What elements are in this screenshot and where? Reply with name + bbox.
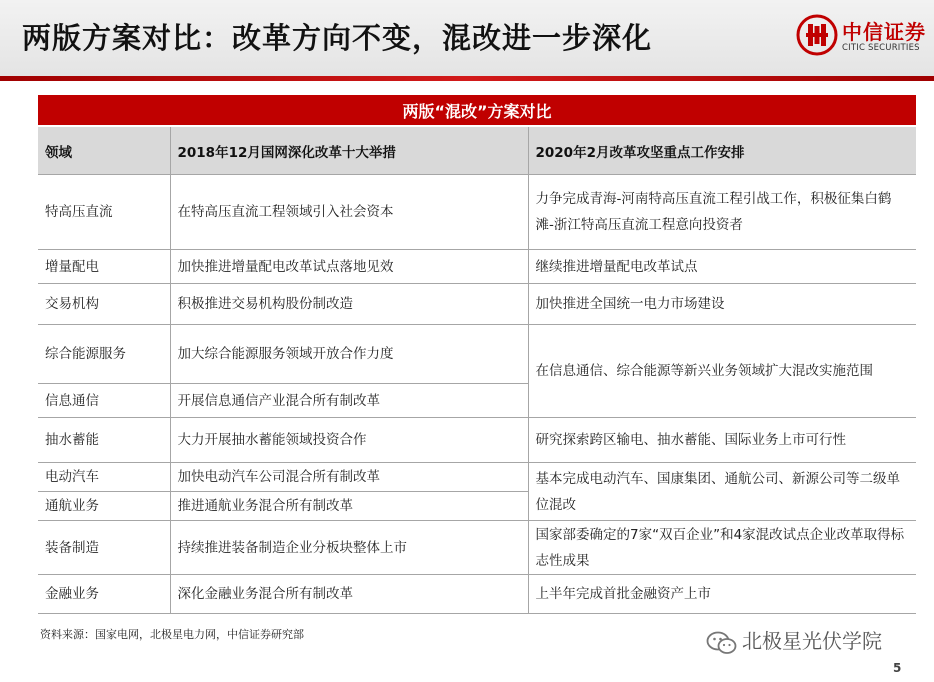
table-row xyxy=(38,521,916,575)
cell-2020-merged: 基本完成电动汽车、国康集团、通航公司、新源公司等二级单位混改 xyxy=(528,463,916,521)
citic-logo xyxy=(796,12,926,62)
table-title-row xyxy=(38,95,916,126)
page-title: 两版方案对比：改革方向不变，混改进一步深化 xyxy=(22,21,653,55)
page-number: 5 xyxy=(893,661,902,675)
table-row xyxy=(38,575,916,614)
column-header-2018: 2018年12月国网深化改革十大举措 xyxy=(170,126,528,175)
comparison-table xyxy=(38,95,916,614)
cell-2018: 加大综合能源服务领域开放合作力度 xyxy=(170,325,528,384)
cell-2018: 推进通航业务混合所有制改革 xyxy=(170,492,528,521)
cell-2020: 国家部委确定的7家“双百企业”和4家混改试点企业改革取得标志性成果 xyxy=(528,521,916,575)
logo-english-name: CITIC SECURITIES xyxy=(842,43,920,53)
cell-field: 交易机构 xyxy=(38,284,170,325)
cell-2018: 深化金融业务混合所有制改革 xyxy=(170,575,528,614)
cell-field: 特高压直流 xyxy=(38,175,170,250)
table-row xyxy=(38,463,916,492)
cell-2018: 加快电动汽车公司混合所有制改革 xyxy=(170,463,528,492)
table-header-row xyxy=(38,126,916,175)
table-row xyxy=(38,418,916,463)
cell-2018: 积极推进交易机构股份制改造 xyxy=(170,284,528,325)
table-row xyxy=(38,250,916,284)
column-header-field: 领域 xyxy=(38,126,170,175)
cell-2020: 继续推进增量配电改革试点 xyxy=(528,250,916,284)
table-title: 两版“混改”方案对比 xyxy=(38,95,916,126)
cell-field: 金融业务 xyxy=(38,575,170,614)
cell-field: 信息通信 xyxy=(38,384,170,418)
wechat-watermark xyxy=(706,624,882,658)
cell-2020: 上半年完成首批金融资产上市 xyxy=(528,575,916,614)
wechat-icon xyxy=(706,630,738,656)
cell-field: 增量配电 xyxy=(38,250,170,284)
source-note: 资料来源：国家电网，北极星电力网，中信证券研究部 xyxy=(40,628,304,641)
watermark-text: 北极星光伏学院 xyxy=(742,629,882,653)
cell-field: 综合能源服务 xyxy=(38,325,170,384)
cell-2018: 加快推进增量配电改革试点落地见效 xyxy=(170,250,528,284)
column-header-2020: 2020年2月改革攻坚重点工作安排 xyxy=(528,126,916,175)
header-divider xyxy=(0,76,934,81)
page-header xyxy=(0,0,934,76)
citic-logo-icon xyxy=(796,14,838,56)
cell-2020-merged: 在信息通信、综合能源等新兴业务领域扩大混改实施范围 xyxy=(528,325,916,418)
table-row xyxy=(38,175,916,250)
cell-2018: 大力开展抽水蓄能领域投资合作 xyxy=(170,418,528,463)
cell-2020: 加快推进全国统一电力市场建设 xyxy=(528,284,916,325)
cell-2020: 力争完成青海-河南特高压直流工程引战工作，积极征集白鹤滩-浙江特高压直流工程意向投资者 xyxy=(528,175,916,250)
cell-field: 装备制造 xyxy=(38,521,170,575)
table-row xyxy=(38,284,916,325)
cell-field: 通航业务 xyxy=(38,492,170,521)
logo-chinese-name: 中信证券 xyxy=(842,20,926,44)
cell-2020: 研究探索跨区输电、抽水蓄能、国际业务上市可行性 xyxy=(528,418,916,463)
cell-2018: 开展信息通信产业混合所有制改革 xyxy=(170,384,528,418)
cell-2018: 持续推进装备制造企业分板块整体上市 xyxy=(170,521,528,575)
cell-field: 抽水蓄能 xyxy=(38,418,170,463)
cell-2018: 在特高压直流工程领域引入社会资本 xyxy=(170,175,528,250)
table-row xyxy=(38,325,916,384)
cell-field: 电动汽车 xyxy=(38,463,170,492)
